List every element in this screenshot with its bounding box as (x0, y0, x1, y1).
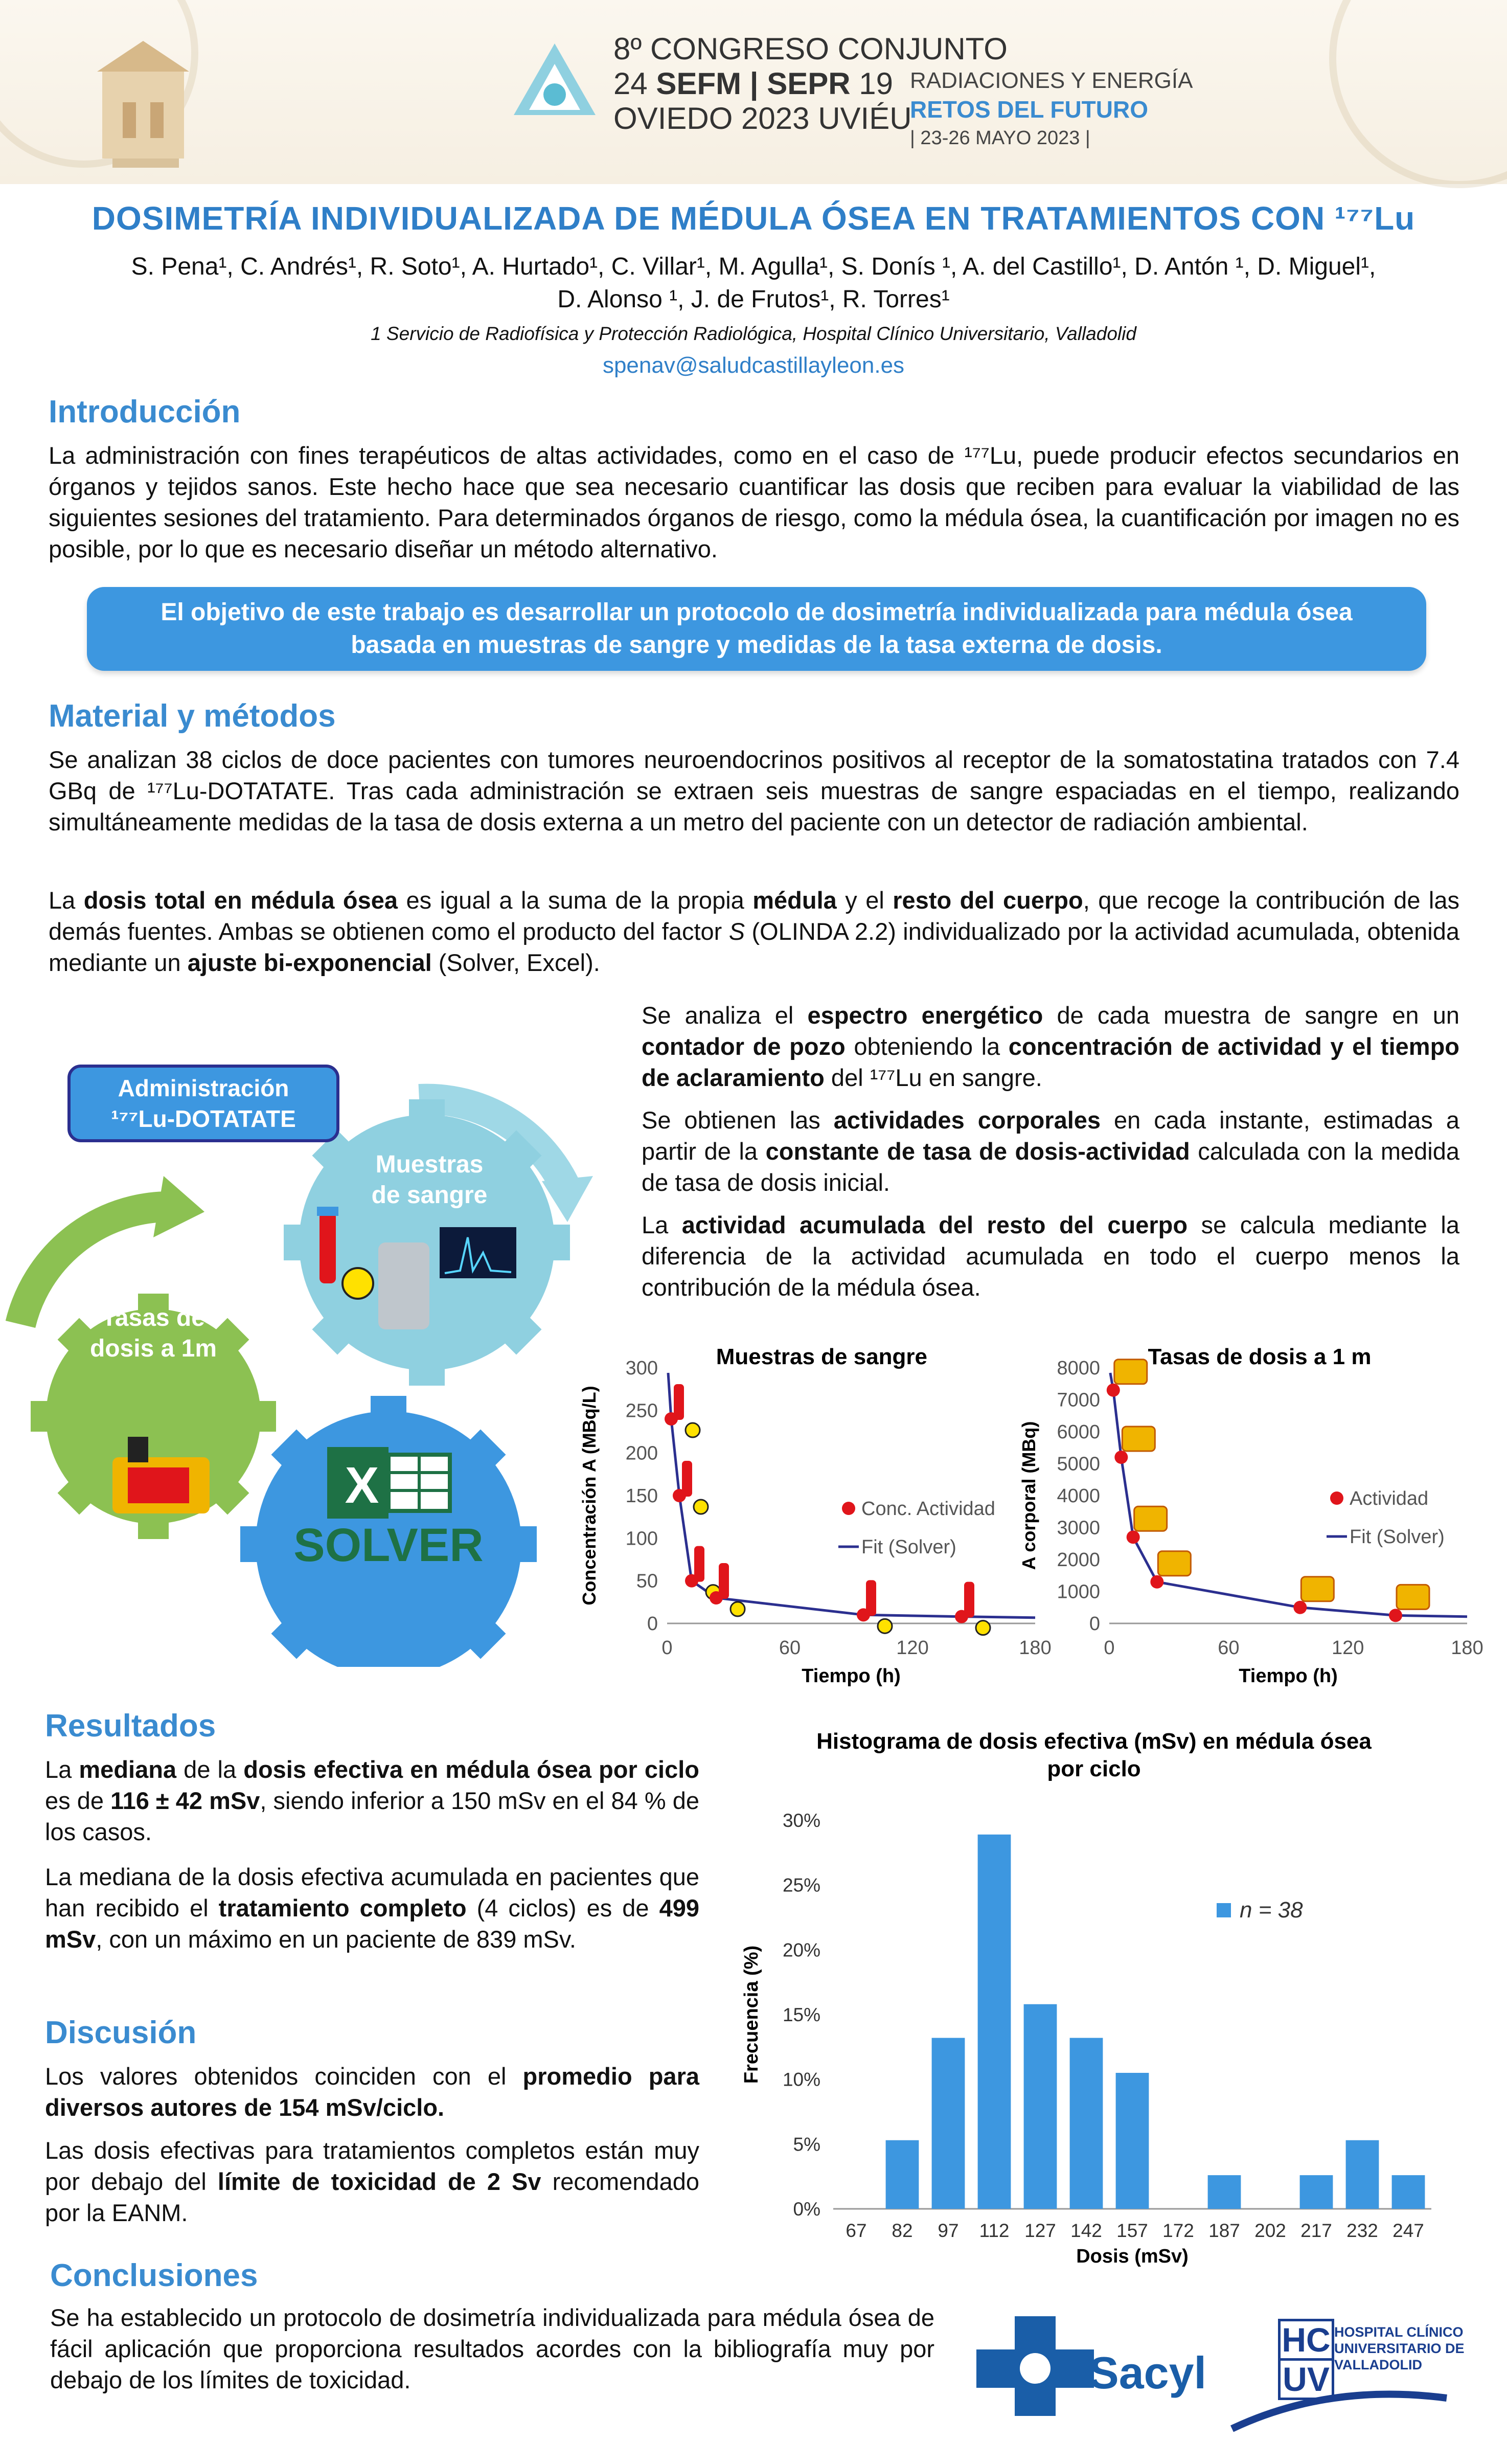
x-tick-label: 120 (1331, 1637, 1364, 1659)
y-tick-label: 3000 (1057, 1517, 1100, 1539)
histogram-bar (1346, 2140, 1379, 2209)
text-run: se calcula mediante la diferencia de la actividad acumulada en todo el cuerpo menos la contribución de la médula ósea. (642, 1211, 1459, 1301)
y-tick-label: 1000 (1057, 1581, 1100, 1603)
x-tick-label: 0 (661, 1637, 673, 1659)
x-tick-label: 217 (1300, 2220, 1332, 2241)
text-run-bold: actividad acumulada del resto del cuerpo (681, 1211, 1188, 1238)
tube-icon (682, 1461, 692, 1497)
results-paragraph-1 (45, 1754, 699, 1847)
y-axis-label: Concentración A (MBq/L) (579, 1386, 600, 1606)
text-run: , que recoge la contribución de las demás fuentes. Ambas se obtienen como el producto del factor (49, 887, 1459, 945)
theme-line2: RETOS DEL FUTURO (910, 96, 1148, 123)
text-run-bold: 116 ± 42 mSv (110, 1787, 260, 1814)
objective-text: El objetivo de este trabajo es desarrollar un protocolo de dosimetría individualizada para médula ósea basada en muestras de sangre y medidas de la tasa externa de dosis. (161, 599, 1353, 659)
authors-line1: S. Pena¹, C. Andrés¹, R. Soto¹, A. Hurtado¹, C. Villar¹, M. Agulla¹, S. Donís ¹, A. del Castillo¹, D. Antón ¹, D. Miguel¹, (131, 253, 1376, 280)
hcuv-top: HC (1282, 2321, 1331, 2359)
x-axis-label: Dosis (mSv) (1076, 2246, 1189, 2267)
text-run: recomendado por la EANM. (45, 2168, 699, 2226)
y-tick-label: 2000 (1057, 1549, 1100, 1571)
x-axis-label: Tiempo (h) (1239, 1665, 1338, 1687)
congress-number-2: 19 (859, 66, 894, 101)
text-run: La (45, 1756, 79, 1783)
text-run: (Solver, Excel). (431, 949, 600, 976)
chart-title: Muestras de sangre (716, 1344, 928, 1369)
histogram-bar (932, 2038, 965, 2209)
data-point (1293, 1601, 1307, 1614)
tube-icon (694, 1546, 704, 1582)
methods-right-p2 (642, 1104, 1459, 1198)
chart-title: Histograma de dosis efectiva (mSv) en médula ósea (816, 1729, 1372, 1754)
discussion-heading: Discusión (45, 2015, 197, 2050)
contact-email[interactable]: spenav@saludcastillayleon.es (602, 353, 905, 378)
legend-label-points: Actividad (1350, 1488, 1429, 1509)
x-tick-label: 172 (1162, 2220, 1194, 2241)
text-run-bold: concentración de actividad y el tiempo de aclaramiento (642, 1033, 1459, 1091)
x-tick-label: 232 (1346, 2220, 1378, 2241)
conclusions-text: Se ha establecido un protocolo de dosimetría individualizada para médula ósea de fácil aplicación que proporciona resultados acordes con la bibliografía muy por debajo de los límites de toxicidad. (50, 2304, 934, 2393)
hcuv-name (1334, 2324, 1507, 2373)
y-tick-label: 30% (782, 1810, 820, 1831)
hcuv-bottom: UV (1281, 2358, 1332, 2398)
histogram-bar (1208, 2175, 1241, 2209)
hcuv-name-line1: HOSPITAL CLÍNICO (1334, 2324, 1464, 2340)
tube-icon (866, 1580, 876, 1616)
y-tick-label: 250 (625, 1400, 658, 1422)
intro-text: La administración con fines terapéuticos de altas actividades, como en el caso de ¹⁷⁷Lu, puede producir efectos secundarios en órganos y tejidos sanos. Este hecho hace que sea necesario cuantificar las dosis que reciben para evaluar la viabilidad de las siguientes sesiones del tratamiento. Para determinados órganos de riesgo, como la médula ósea, la cuantificación por imagen no es posible, por lo que es necesario diseñar un método alternativo. (49, 442, 1459, 562)
authors-line2: D. Alonso ¹, J. de Frutos¹, R. Torres¹ (557, 286, 950, 313)
methods-right-p3 (642, 1209, 1459, 1303)
text-run: (OLINDA 2.2) individualizado por la actividad acumulada, obtenida mediante un (49, 918, 1459, 976)
legend-label-fit: Fit (Solver) (1350, 1526, 1445, 1548)
radiation-icon (694, 1500, 708, 1514)
y-tick-label: 15% (782, 2004, 820, 2025)
histogram-bar (1392, 2175, 1425, 2209)
chart-title: por ciclo (1047, 1756, 1141, 1781)
text-run-bold: límite de toxicidad de 2 Sv (217, 2168, 541, 2195)
y-tick-label: 20% (782, 1939, 820, 1961)
legend-label-fit: Fit (Solver) (861, 1536, 956, 1558)
methods-paragraph-2 (49, 885, 1459, 978)
affiliation: 1 Servicio de Radiofísica y Protección Radiológica, Hospital Clínico Universitario, Valladolid (371, 323, 1136, 344)
histogram-bar (1300, 2175, 1333, 2209)
sacyl-logo: Sacyl (1089, 2347, 1206, 2398)
text-run: , siendo inferior a 150 mSv en el 84 % de los casos. (45, 1787, 699, 1845)
discussion-paragraph-2 (45, 2135, 699, 2228)
x-tick-label: 97 (938, 2220, 959, 2241)
y-tick-label: 150 (625, 1485, 658, 1507)
poster-title: DOSIMETRÍA INDIVIDUALIZADA DE MÉDULA ÓSEA EN TRATAMIENTOS CON ¹⁷⁷Lu (92, 200, 1415, 237)
text-run-bold: tratamiento completo (218, 1894, 467, 1922)
hcuv-swoosh-icon (1227, 2378, 1452, 2434)
radiation-icon (878, 1619, 892, 1633)
radiation-icon (686, 1423, 700, 1437)
administration-box (67, 1065, 339, 1142)
text-run: Se obtienen las (642, 1106, 834, 1134)
radiation-icon (976, 1621, 990, 1635)
discussion-paragraph-1 (45, 2061, 699, 2123)
chart-title: Tasas de dosis a 1 m (1148, 1344, 1372, 1369)
y-tick-label: 25% (782, 1874, 820, 1896)
legend-label-points: Conc. Actividad (861, 1498, 995, 1520)
gear-blood-line2: de sangre (371, 1182, 488, 1209)
detector-icon (1114, 1360, 1147, 1384)
x-axis-label: Tiempo (h) (802, 1665, 901, 1687)
histogram-bar (1024, 2004, 1057, 2209)
tube-icon (719, 1563, 729, 1599)
x-tick-label: 112 (979, 2220, 1010, 2241)
data-point (1389, 1609, 1402, 1622)
tube-icon (674, 1384, 684, 1420)
detector-icon (1134, 1506, 1167, 1531)
chart-blood-samples (573, 1340, 1063, 1698)
text-run: en cada instante, estimadas a partir de la (642, 1106, 1459, 1165)
admin-line1: Administración (118, 1075, 289, 1101)
detector-icon (1397, 1585, 1429, 1609)
results-paragraph-2 (45, 1861, 699, 1955)
text-run: es igual a la suma de la propia (398, 887, 753, 914)
text-run-bold: promedio para diversos autores de 154 mSv/ciclo. (45, 2063, 700, 2121)
x-tick-label: 60 (1218, 1637, 1240, 1659)
congress-number: 24 (613, 66, 648, 101)
gear-dose-line1: Tasas de (102, 1304, 205, 1331)
legend-marker-points (1330, 1491, 1343, 1505)
green-arrow-head (153, 1176, 204, 1237)
y-tick-label: 10% (782, 2069, 820, 2090)
text-run-bold: dosis total en médula ósea (83, 887, 398, 914)
x-tick-label: 247 (1392, 2220, 1424, 2241)
y-tick-label: 0% (793, 2199, 820, 2220)
text-run-italic: S (728, 918, 745, 945)
text-run: del ¹⁷⁷Lu en sangre. (824, 1064, 1042, 1091)
histogram-bar (886, 2140, 919, 2209)
gear-blood-label (353, 1149, 506, 1211)
y-tick-label: 5% (793, 2134, 820, 2155)
y-tick-label: 6000 (1057, 1421, 1100, 1443)
y-tick-label: 300 (625, 1358, 658, 1379)
x-tick-label: 120 (896, 1637, 929, 1659)
y-tick-label: 4000 (1057, 1485, 1100, 1507)
gear-blood-samples (284, 1099, 570, 1386)
tube-icon (964, 1582, 974, 1618)
text-run-bold: contador de pozo (642, 1033, 846, 1060)
text-run: de la (176, 1756, 244, 1783)
methods-right-p1 (642, 1000, 1459, 1093)
text-run: (4 ciclos) es de (466, 1894, 659, 1922)
radiation-icon (730, 1602, 745, 1616)
y-tick-label: 5000 (1057, 1453, 1100, 1475)
legend-marker-points (842, 1502, 855, 1515)
text-run: Las dosis efectivas para tratamientos completos están muy por debajo del (45, 2137, 699, 2195)
intro-heading: Introducción (49, 394, 241, 429)
text-run-bold: ajuste bi-exponencial (187, 949, 432, 976)
y-tick-label: 200 (625, 1442, 658, 1464)
congress-city: OVIEDO 2023 UVIÉU (613, 101, 912, 135)
congress-theme (910, 66, 1193, 152)
methods-heading: Material y métodos (49, 698, 336, 734)
x-tick-label: 0 (1104, 1637, 1115, 1659)
gear-blood-line1: Muestras (375, 1151, 484, 1178)
y-tick-label: 7000 (1057, 1389, 1100, 1411)
text-run-bold: mediana (79, 1756, 177, 1783)
x-tick-label: 127 (1024, 2220, 1056, 2241)
chart-dose-rate (1017, 1340, 1493, 1698)
y-tick-label: 50 (636, 1570, 658, 1592)
x-tick-label: 180 (1019, 1637, 1052, 1659)
text-run-bold: resto del cuerpo (893, 887, 1083, 914)
text-run: , con un máximo en un paciente de 839 mSv. (96, 1926, 576, 1953)
y-tick-label: 100 (625, 1528, 658, 1550)
text-run-bold: médula (752, 887, 837, 914)
text-run-bold: constante de tasa de dosis-actividad (765, 1138, 1190, 1165)
data-point (1107, 1384, 1120, 1397)
theme-dates: | 23-26 MAYO 2023 | (910, 127, 1090, 149)
methods-paragraph-1: Se analizan 38 ciclos de doce pacientes con tumores neuroendocrinos positivos al receptor de la somatostatina tratados con 7.4 GBq de ¹⁷⁷Lu-DOTATATE. Tras cada administración se extraen seis muestras de sangre espaciadas en el tiempo, realizando simultáneamente medidas de la tasa de dosis externa a un metro del paciente con un detector de radiación ambiental. (49, 746, 1459, 835)
admin-line2: ¹⁷⁷Lu-DOTATATE (111, 1105, 296, 1132)
y-axis-label: A corporal (MBq) (1018, 1421, 1039, 1570)
authors (72, 251, 1435, 316)
x-tick-label: 180 (1451, 1637, 1483, 1659)
chart-histogram (726, 1728, 1462, 2301)
x-tick-label: 157 (1116, 2220, 1148, 2241)
text-run-bold: actividades corporales (833, 1106, 1101, 1134)
text-run: La (49, 887, 84, 914)
histogram-bar (978, 1835, 1011, 2209)
church-illustration-icon (92, 10, 194, 169)
congress-logo-icon (498, 33, 611, 146)
hcuv-name-line2: UNIVERSITARIO DE VALLADOLID (1334, 2341, 1465, 2372)
gear-dose-label (77, 1303, 230, 1364)
text-run: La (642, 1211, 682, 1238)
y-tick-label: 8000 (1057, 1358, 1100, 1379)
detector-icon (1301, 1577, 1334, 1601)
x-tick-label: 60 (779, 1637, 801, 1659)
objective-box (87, 587, 1426, 671)
detector-icon (1122, 1427, 1155, 1451)
legend-marker (1217, 1903, 1231, 1917)
y-tick-label: 0 (647, 1613, 658, 1635)
x-tick-label: 82 (892, 2220, 913, 2241)
solver-label: SOLVER (293, 1519, 484, 1571)
legend-label: n = 38 (1240, 1897, 1303, 1923)
data-point (1127, 1530, 1140, 1544)
gear-dose-line2: dosis a 1m (89, 1335, 217, 1362)
text-run: obteniendo la (845, 1033, 1009, 1060)
x-tick-label: 187 (1208, 2220, 1240, 2241)
results-heading: Resultados (45, 1708, 216, 1744)
data-point (1150, 1575, 1163, 1589)
text-run: y el (836, 887, 893, 914)
text-run: de cada muestra de sangre en un (1043, 1002, 1459, 1029)
text-run-bold: espectro energético (807, 1002, 1043, 1029)
congress-main: SEFM | SEPR (656, 66, 851, 101)
text-run: es de (45, 1787, 111, 1814)
x-tick-label: 202 (1254, 2220, 1286, 2241)
text-run-bold: dosis efectiva en médula ósea por ciclo (243, 1756, 699, 1783)
x-tick-label: 67 (846, 2220, 867, 2241)
text-run: calculada con la medida de tasa de dosis inicial. (642, 1138, 1459, 1196)
y-tick-label: 0 (1089, 1613, 1100, 1635)
histogram-bar (1116, 2073, 1149, 2209)
conclusions-heading: Conclusiones (50, 2258, 258, 2293)
detector-icon (1158, 1551, 1191, 1576)
data-point (1114, 1451, 1128, 1464)
sacyl-cross-icon (971, 2311, 1099, 2418)
text-run: La mediana de la dosis efectiva acumulada en pacientes que han recibido el (45, 1863, 699, 1922)
x-tick-label: 142 (1070, 2220, 1102, 2241)
excel-icon: X (345, 1457, 379, 1514)
text-run: Los valores obtenidos coinciden con el (45, 2063, 523, 2090)
y-axis-label: Frecuencia (%) (741, 1945, 762, 2084)
text-run: Se analiza el (642, 1002, 808, 1029)
congress-line1: 8º CONGRESO CONJUNTO (613, 32, 1008, 66)
text-run-bold: 499 mSv (45, 1894, 699, 1953)
theme-line1: RADIACIONES Y ENERGÍA (910, 68, 1193, 93)
histogram-bar (1070, 2038, 1103, 2209)
